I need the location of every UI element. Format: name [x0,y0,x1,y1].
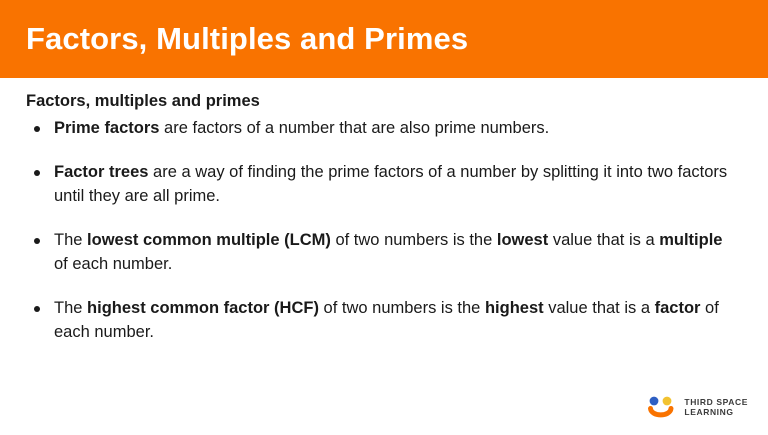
bullet-text [54,231,722,272]
bullet-text-segment: are factors of a number that are also prime numbers. [159,119,550,137]
bullet-text-segment: of two numbers is the [330,231,497,250]
bullet-text-emphasis: Prime factors [54,119,160,137]
bullet-text-emphasis: factor [654,299,701,318]
content-area [0,78,768,344]
bullet-dot-icon [34,170,40,176]
section-title: Factors, multiples and primes [26,92,260,110]
bullet-text-segment: The [54,299,88,318]
bullet-text-segment: of two numbers is the [318,299,485,318]
bullet-text-emphasis: highest [484,299,544,318]
page-title: Factors, Multiples and Primes [26,20,469,56]
bullet-item [26,161,738,208]
logo-line-2: LEARNING [684,407,734,417]
bullet-text-emphasis: lowest common multiple (LCM) [87,231,331,250]
brand-logo [646,395,748,421]
bullet-text [54,299,719,340]
bullet-text-segment: of each number. [54,299,719,341]
bullet-text [54,163,727,204]
bullet-text-emphasis: Factor trees [54,163,149,182]
bullet-text-emphasis: highest common factor (HCF) [87,299,319,318]
bullet-dot-icon [34,238,40,244]
bullet-item [26,229,738,276]
bullet-text-segment: are a way of finding the prime factors of a number by splitting it into two factors until they are all prime. [54,163,728,205]
bullet-dot-icon [34,126,40,132]
bullet-text-emphasis: multiple [659,231,723,250]
bullet-text-segment: of each number. [54,254,173,273]
bullet-text [54,119,549,137]
bullet-list [26,117,738,344]
logo-line-1: THIRD SPACE [684,397,748,408]
bullet-text-segment: The [54,231,88,250]
bullet-text-segment: value that is a [548,231,660,250]
bullet-item [26,117,738,140]
bullet-item [26,297,738,344]
logo-mark-icon [646,395,676,421]
logo-text [684,398,748,418]
bullet-dot-icon [34,306,40,312]
bullet-text-segment: value that is a [543,299,655,318]
bullet-text-emphasis: lowest [496,231,549,250]
header-bar [0,0,768,78]
